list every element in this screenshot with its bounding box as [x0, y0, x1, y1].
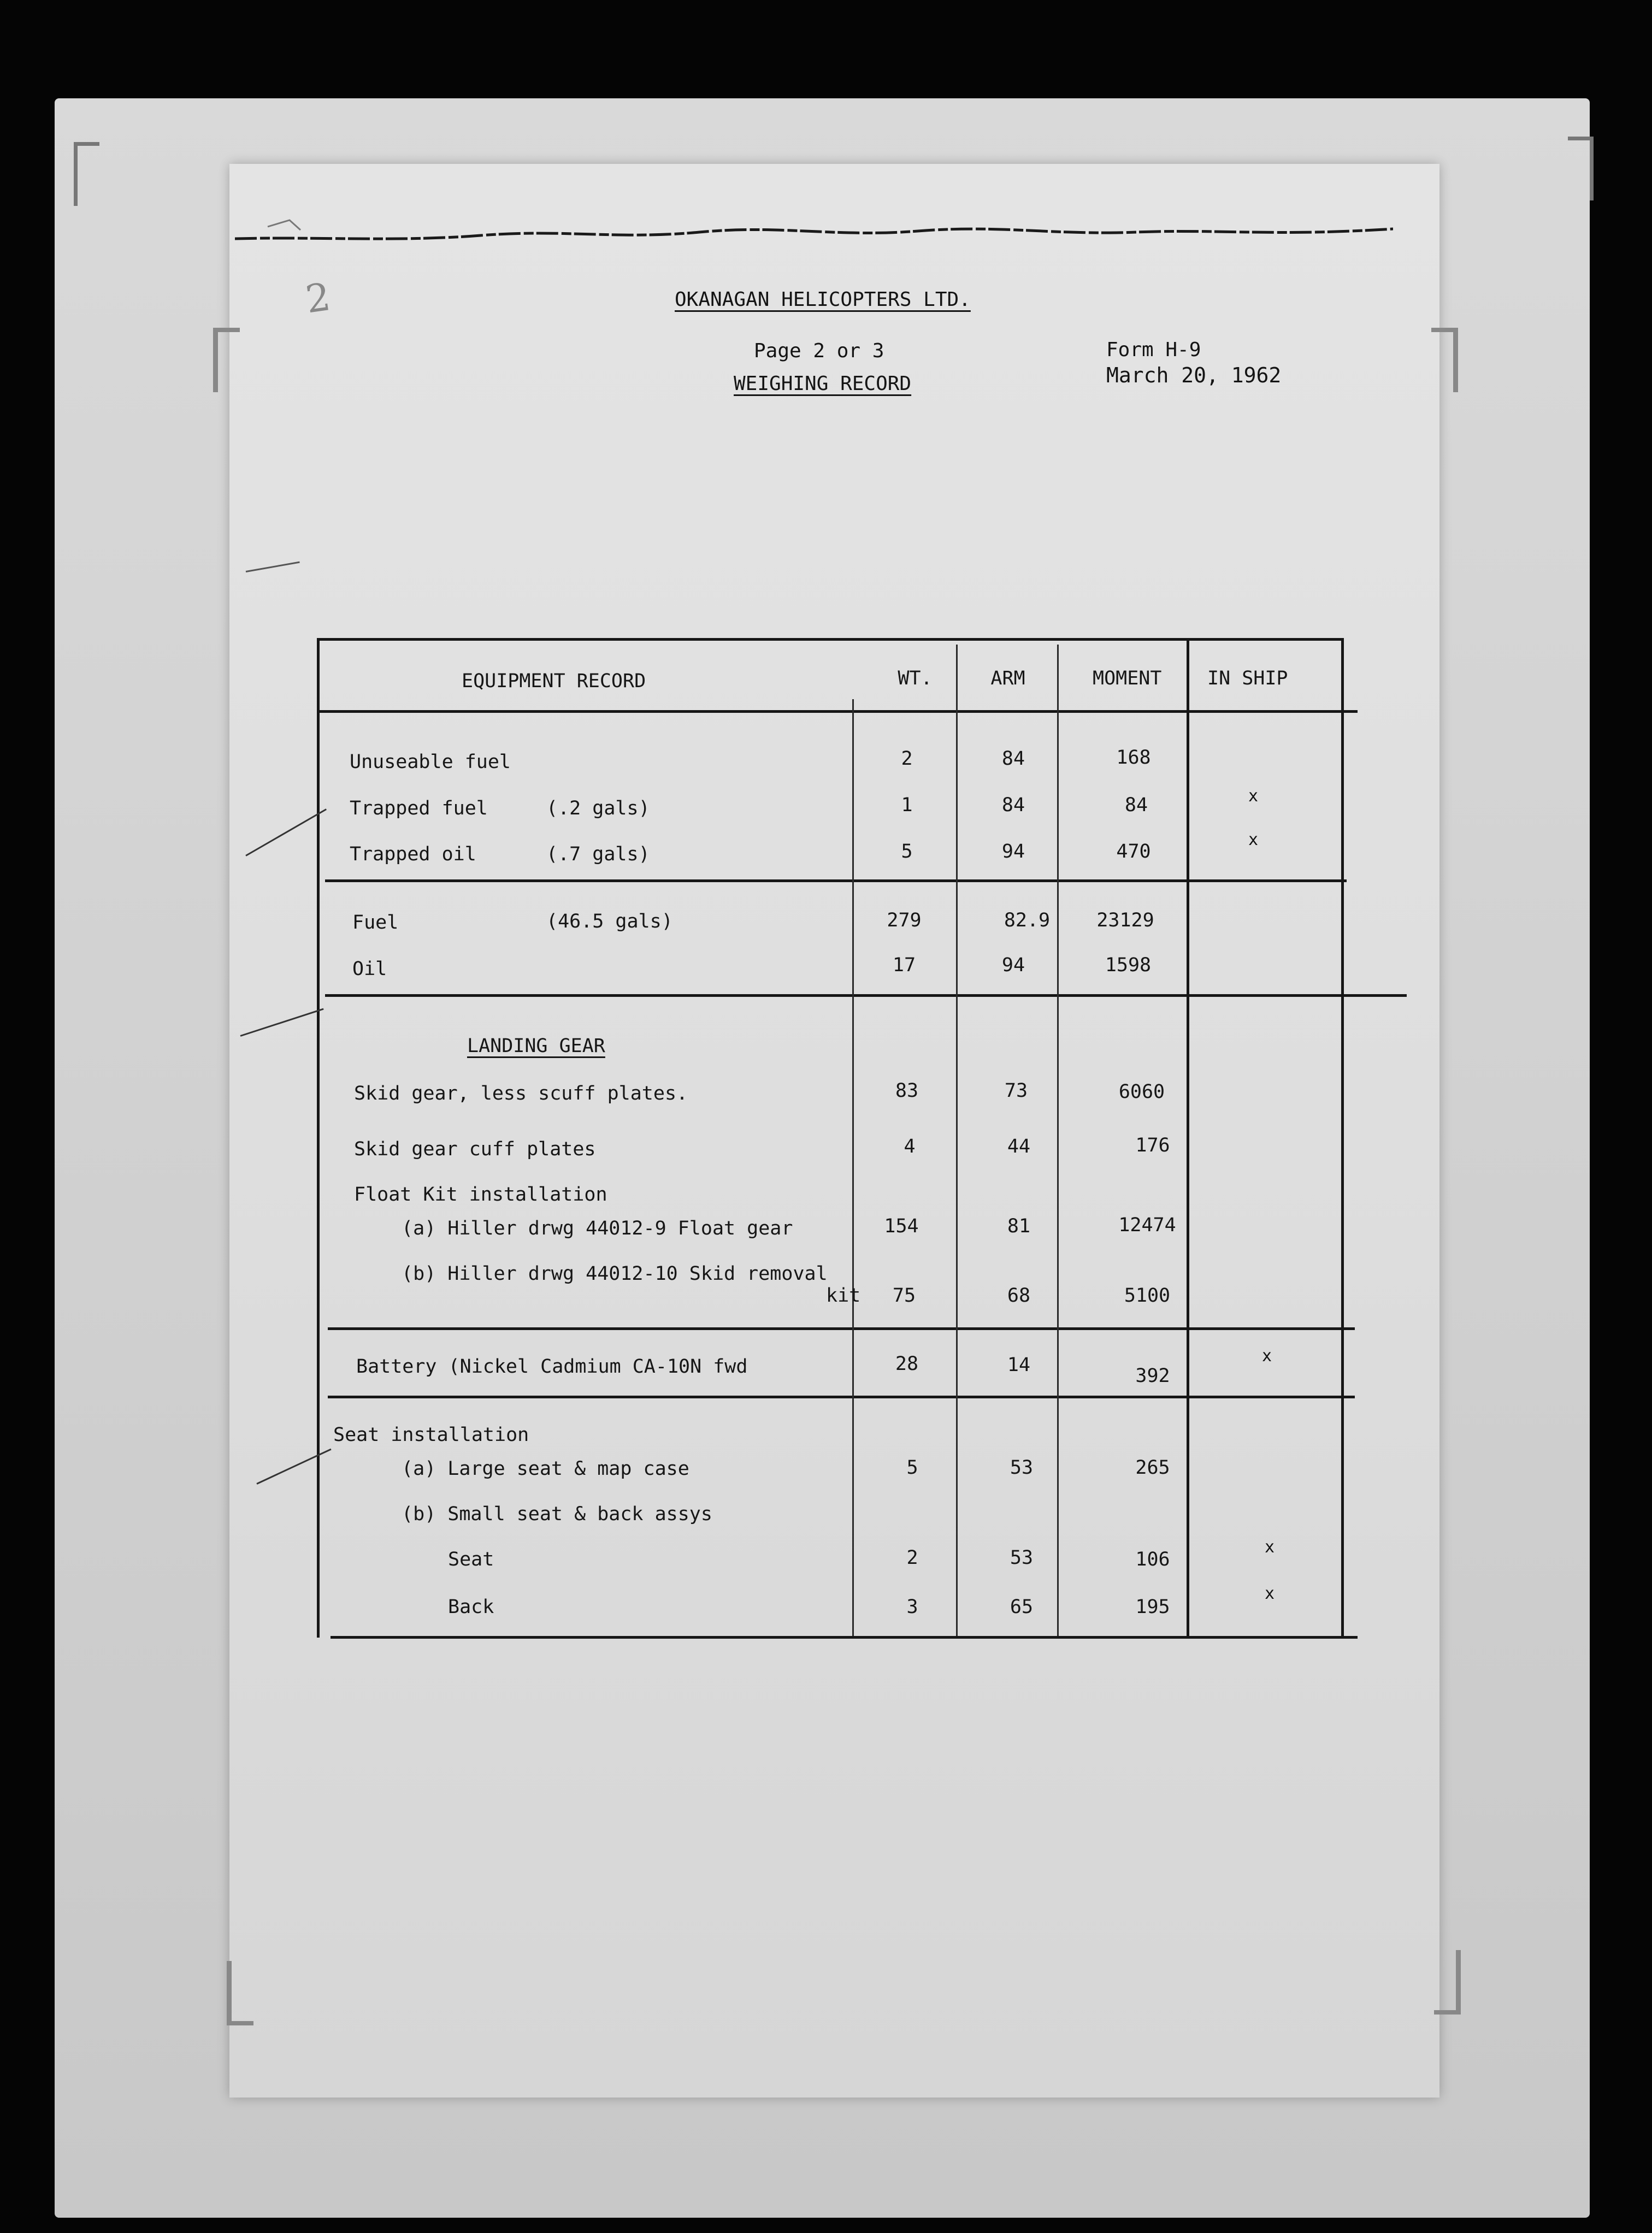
table-cell-wt: 2 — [906, 1547, 918, 1569]
table-row-label: Skid gear, less scuff plates. — [354, 1083, 688, 1104]
table-cell-wt: 5 — [901, 841, 913, 863]
table-cell-moment: 265 — [1135, 1457, 1170, 1479]
table-row-label: Seat installation — [333, 1424, 529, 1446]
table-cell-wt: 17 — [892, 954, 916, 976]
table-bottom-border — [331, 1636, 1358, 1639]
mount-corner-mid-left — [213, 328, 240, 392]
table-cell-wt: 75 — [892, 1285, 916, 1307]
in-ship-mark: x — [1248, 830, 1259, 849]
table-row-label: (b) Small seat & back assys — [402, 1503, 712, 1525]
table-left-border — [317, 638, 320, 1638]
handwritten-mark: 2 — [303, 274, 332, 322]
company-name: OKANAGAN HELICOPTERS LTD. — [675, 288, 971, 311]
table-cell-moment: 106 — [1135, 1549, 1170, 1570]
table-cell-wt: 83 — [895, 1080, 919, 1102]
table-row-label: (a) Hiller drwg 44012-9 Float gear — [402, 1218, 793, 1239]
table-cell-arm: 94 — [1001, 841, 1025, 863]
form-number: Form H-9 — [1106, 339, 1201, 361]
table-column-rule — [956, 645, 958, 1636]
mount-corner-bottom-right — [1434, 1950, 1461, 2015]
table-row-label: Skid gear cuff plates — [354, 1138, 596, 1160]
in-ship-mark: x — [1248, 787, 1259, 806]
table-cell-arm: 82.9 — [1004, 909, 1051, 931]
mount-corner-mid-right — [1431, 328, 1458, 392]
header-wt: WT. — [898, 667, 933, 689]
table-cell-wt: 1 — [901, 794, 913, 816]
table-row-label: Trapped oil — [350, 843, 476, 865]
section-heading-landing-gear: LANDING GEAR — [467, 1035, 605, 1057]
in-ship-mark: x — [1265, 1584, 1275, 1603]
table-cell-arm: 81 — [1007, 1215, 1031, 1237]
table-cell-moment: 12474 — [1118, 1214, 1176, 1236]
table-right-border — [1341, 638, 1344, 1638]
table-row-label: Battery (Nickel Cadmium CA-10N fwd — [356, 1356, 748, 1378]
table-cell-arm: 84 — [1001, 794, 1025, 816]
record-title: WEIGHING RECORD — [734, 373, 912, 395]
table-cell-moment: 470 — [1116, 841, 1151, 863]
table-divider — [325, 879, 1347, 882]
table-cell-moment: 6060 — [1118, 1081, 1165, 1103]
table-cell-wt: 3 — [906, 1596, 918, 1618]
table-row-label: Back — [448, 1596, 494, 1618]
table-cell-arm: 44 — [1007, 1136, 1031, 1157]
form-date: March 20, 1962 — [1106, 363, 1282, 387]
table-row-label: Trapped fuel — [350, 798, 488, 819]
table-row-note: kit — [826, 1285, 861, 1307]
table-cell-moment: 84 — [1124, 794, 1148, 816]
header-arm: ARM — [990, 667, 1025, 689]
table-cell-arm: 53 — [1010, 1457, 1034, 1479]
table-row-label: Seat — [448, 1549, 494, 1570]
table-cell-arm: 68 — [1007, 1285, 1031, 1307]
table-cell-moment: 168 — [1116, 747, 1151, 769]
in-ship-mark: x — [1262, 1346, 1272, 1366]
table-cell-wt: 2 — [901, 748, 913, 770]
in-ship-mark: x — [1265, 1538, 1275, 1557]
table-cell-arm: 53 — [1010, 1547, 1034, 1569]
table-cell-wt: 154 — [884, 1215, 919, 1237]
table-row-label: Float Kit installation — [354, 1184, 607, 1206]
mount-corner-top-right — [1568, 137, 1594, 200]
table-row-label: (b) Hiller drwg 44012-10 Skid removal — [402, 1263, 828, 1285]
mount-corner-bottom-left — [227, 1961, 253, 2025]
header-moment: MOMENT — [1093, 667, 1162, 689]
table-cell-moment: 176 — [1135, 1135, 1170, 1156]
table-cell-moment: 195 — [1135, 1596, 1170, 1618]
document-page — [229, 164, 1439, 2098]
table-row-label: Unuseable fuel — [350, 751, 511, 773]
table-row-label: Oil — [352, 958, 387, 980]
table-row-note: (46.5 gals) — [546, 911, 673, 932]
table-divider — [325, 994, 1407, 997]
table-cell-arm: 65 — [1010, 1596, 1034, 1618]
table-row-note: (.2 gals) — [546, 798, 650, 819]
torn-paper-edge — [235, 216, 1393, 249]
table-cell-arm: 84 — [1001, 748, 1025, 770]
table-cell-moment: 5100 — [1124, 1285, 1171, 1307]
table-divider — [328, 1396, 1355, 1398]
mount-corner-top-left — [74, 142, 99, 206]
page-number: Page 2 or 3 — [754, 340, 884, 362]
header-in-ship: IN SHIP — [1207, 667, 1288, 689]
table-cell-arm: 73 — [1004, 1080, 1028, 1102]
table-cell-wt: 4 — [904, 1136, 916, 1157]
table-cell-arm: 14 — [1007, 1354, 1031, 1376]
header-equipment-record: EQUIPMENT RECORD — [462, 670, 646, 692]
table-divider — [328, 1327, 1355, 1330]
table-cell-moment: 392 — [1135, 1365, 1170, 1387]
table-cell-moment: 23129 — [1096, 909, 1154, 931]
table-cell-wt: 28 — [895, 1353, 919, 1375]
table-row-label: (a) Large seat & map case — [402, 1458, 689, 1480]
table-row-label: Fuel — [352, 912, 399, 934]
table-header-divider — [317, 710, 1358, 713]
table-column-rule — [852, 699, 854, 1636]
table-cell-arm: 94 — [1001, 954, 1025, 976]
table-cell-wt: 279 — [887, 909, 922, 931]
table-cell-moment: 1598 — [1105, 954, 1152, 976]
table-top-border — [317, 638, 1344, 641]
table-row-note: (.7 gals) — [546, 843, 650, 865]
table-cell-wt: 5 — [906, 1457, 918, 1479]
